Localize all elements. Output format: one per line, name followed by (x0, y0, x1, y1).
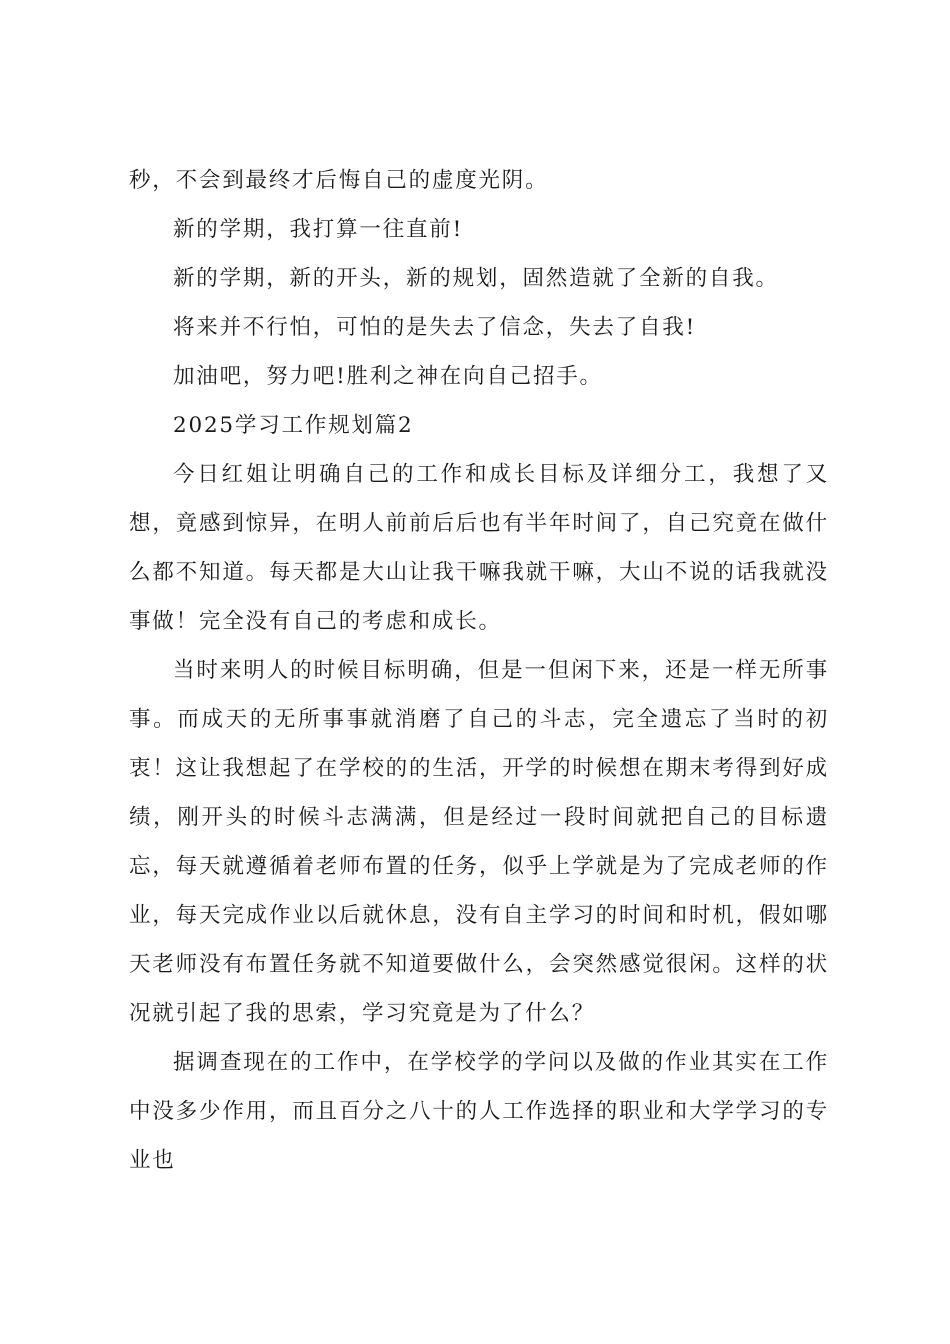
paragraph-continuation: 秒，不会到最终才后悔自己的虚度光阴。 (129, 168, 549, 193)
paragraph-new-plan: 新的学期，新的开头，新的规划，固然造就了全新的自我。 (173, 266, 779, 291)
paragraph-survey: 据调查现在的工作中，在学校学的学问以及做的作业其实在工作中没多少作用，而且百分之八十的人工作选择的职业和大学学习的专业也 (129, 1050, 829, 1173)
document-body (129, 156, 829, 1185)
paragraph-future: 将来并不行怕，可怕的是失去了信念，失去了自我! (173, 315, 697, 340)
section-heading: 2025学习工作规划篇2 (173, 413, 414, 438)
paragraph-reflection: 当时来明人的时候目标明确，但是一但闲下来，还是一样无所事事。而成天的无所事事就消磨了自己的斗志，完全遗忘了当时的初衷！这让我想起了在学校的的生活，开学的时候想在期末考得到好成绩，刚开头的时候斗志满满，但是经过一段时间就把自己的目标遗忘，每天就遵循着老师布置的任务，似乎上学就是为了完成老师的作业，每天完成作业以后就休息，没有自主学习的时间和时机，假如哪天老师没有布置任务就不知道要做什么，会突然感觉很闲。这样的状况就引起了我的思索，学习究竟是为了什么？ (129, 658, 829, 1026)
paragraph-new-semester: 新的学期，我打算一往直前! (173, 217, 464, 242)
paragraph-cheer: 加油吧，努力吧!胜利之神在向自己招手。 (173, 364, 603, 389)
paragraph-goals: 今日红姐让明确自己的工作和成长目标及详细分工，我想了又想，竟感到惊异，在明人前前后后也有半年时间了，自己究竟在做什么都不知道。每天都是大山让我干嘛我就干嘛，大山不说的话我就没事做！完全没有自己的考虑和成长。 (129, 462, 829, 634)
